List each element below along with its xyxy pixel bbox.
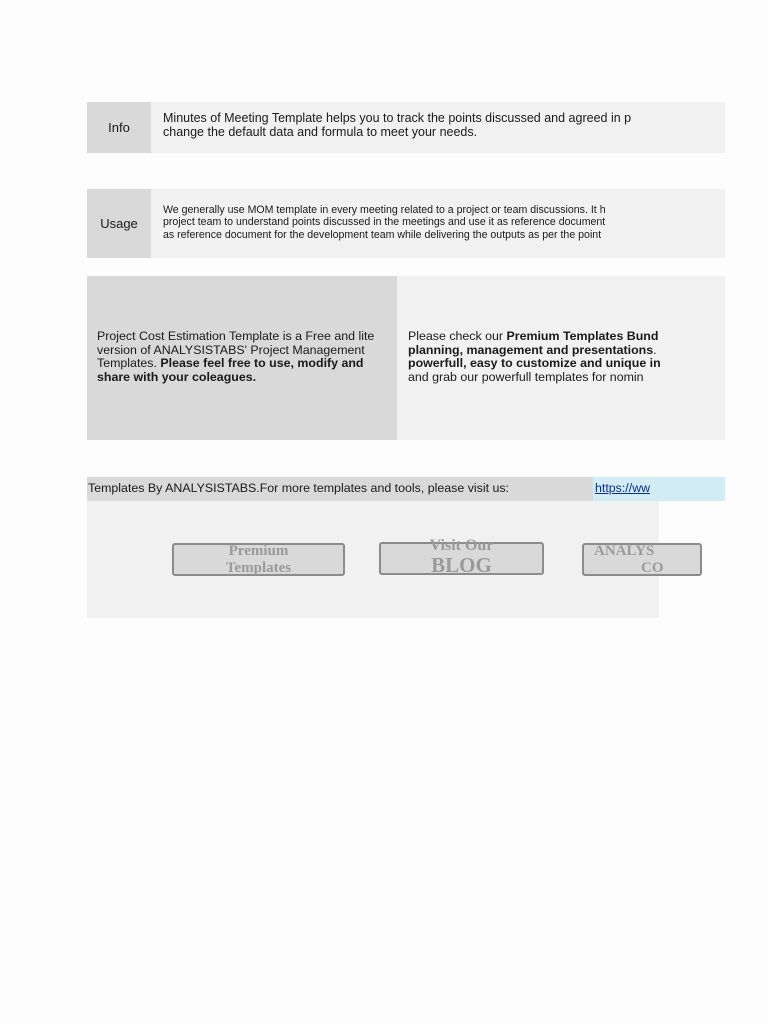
visit-blog-button-line-2: BLOG xyxy=(431,553,492,577)
footer-bar xyxy=(87,477,725,501)
premium-templates-button-line-2: Templates xyxy=(225,560,292,576)
description-left-plain: Project Cost Estimation Template is a Free and lite version of ANALYSISTABS' Project Management Templates. xyxy=(97,329,375,371)
visit-blog-button[interactable] xyxy=(379,537,544,577)
buttons-panel xyxy=(87,501,664,618)
description-block xyxy=(87,276,725,440)
description-right-line-2-plain: . xyxy=(653,342,657,357)
description-right-line-4: and grab our powerfull templates for nomin xyxy=(408,369,644,384)
premium-templates-button-line-1: Premium xyxy=(228,543,289,559)
info-text-line-2: change the default data and formula to meet your needs. xyxy=(163,124,478,139)
usage-text-line-3: as reference document for the development team while delivering the outputs as per the point xyxy=(163,228,602,241)
premium-templates-button[interactable] xyxy=(172,543,345,576)
description-right-line-3-bold: powerfull, easy to customize and unique in xyxy=(408,356,661,371)
description-left-bold: Please feel free to use, modify and share with your coleagues. xyxy=(97,356,364,384)
usage-text-line-1: We generally use MOM template in every meeting related to a project or team discussions. It h xyxy=(163,204,606,216)
description-right-line-3 xyxy=(408,357,659,371)
info-text xyxy=(163,112,659,148)
analysistabs-button-line-2: CO xyxy=(641,560,664,576)
analysistabs-button-line-1: ANALYS xyxy=(594,543,655,559)
analysistabs-button[interactable] xyxy=(582,543,702,576)
description-right-line-2 xyxy=(408,344,659,358)
info-label: Info xyxy=(87,102,151,153)
usage-label: Usage xyxy=(87,189,151,258)
description-right-line-2-bold: planning, management and presentations xyxy=(408,342,654,357)
footer-link[interactable]: https://ww xyxy=(595,481,651,495)
footer-link-cell xyxy=(593,477,725,501)
usage-text xyxy=(163,204,659,254)
info-text-line-1: Minutes of Meeting Template helps you to track the points discussed and agreed in p xyxy=(163,111,632,125)
description-right-line-1-plain: Please check our xyxy=(408,329,507,343)
description-left-text xyxy=(97,330,389,384)
description-right-line-1-bold: Premium Templates Bund xyxy=(506,329,659,343)
usage-row xyxy=(87,189,725,258)
description-right-text xyxy=(408,330,659,390)
description-left-cell xyxy=(87,276,397,440)
visit-blog-button-line-1: Visit Our xyxy=(429,537,494,554)
usage-text-line-2: project team to understand points discussed in the meetings and use it as reference document xyxy=(163,216,606,229)
footer-text: Templates By ANALYSISTABS.For more templates and tools, please visit us: xyxy=(88,481,510,495)
description-right-line-1 xyxy=(408,330,659,344)
info-row xyxy=(87,102,725,153)
